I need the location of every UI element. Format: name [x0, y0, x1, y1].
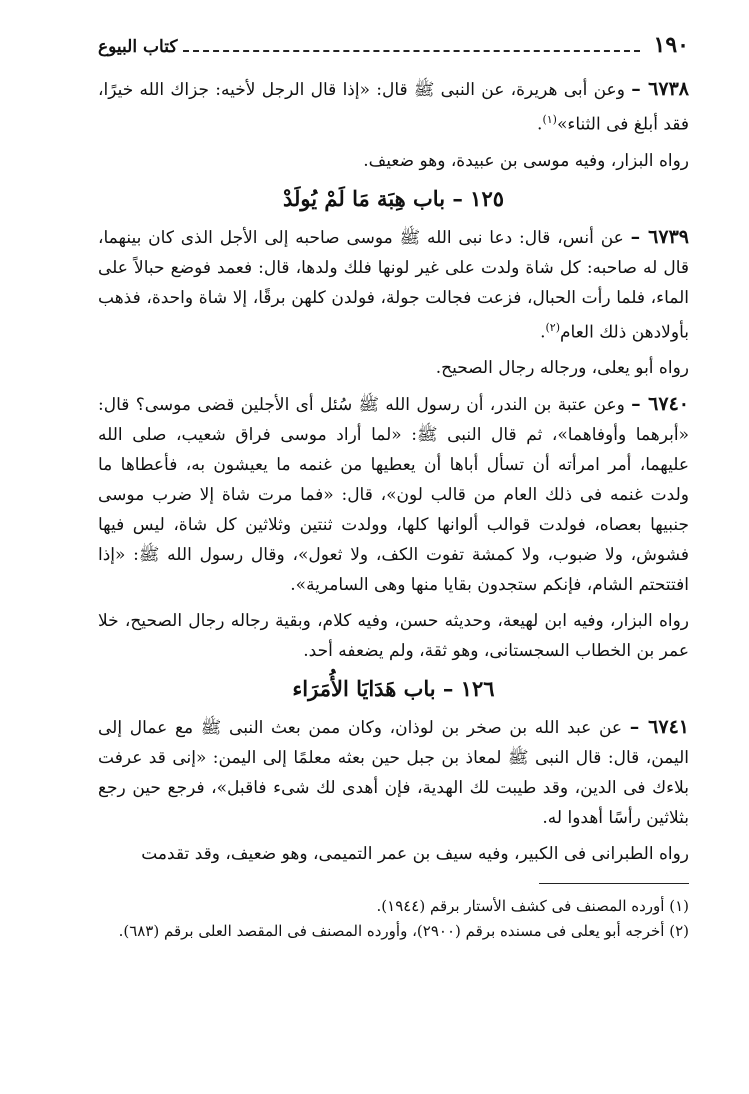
hadith-number: ٦٧٣٩ – — [630, 225, 689, 248]
source-note: رواه أبو يعلى، ورجاله رجال الصحيح. — [435, 358, 689, 379]
hadith-text: عن أنس، قال: دعا نبى الله ﷺ موسى صاحبه إلى الأجل الذى كان بينهما، قال له صاحبه: كل شاة ولدت على غير لونها فلك ولدها، قال: فعمد فوضع حبالاً على الماء، فلما رأت الحبال، فزعت فجالت جولة، فولدن كلهن برقًا، إلا شاة واحدة، فذهب بأولادهن ذلك العام — [98, 227, 689, 343]
hadith-6738: ٦٧٣٨ – وعن أبى هريرة، عن النبى ﷺ قال: «إذا قال الرجل لأخيه: جزاك الله خيرًا، فقد أبلغ فى الثناء»$^{(١)}$. — [98, 78, 689, 135]
footnote: (١) أورده المصنف فى كشف الأستار برقم (١٩٤٤). — [376, 897, 689, 916]
hadith-text: وعن أبى هريرة، عن النبى ﷺ قال: «إذا قال الرجل لأخيه: جزاك الله خيرًا، فقد أبلغ فى الثناء» — [98, 80, 689, 135]
page-number: ١٩٠ — [653, 32, 689, 58]
running-title: كتاب البيوع — [98, 37, 178, 57]
header-dashed-rule — [183, 50, 639, 52]
source-note: رواه البزار، وفيه ابن لهيعة، وحديثه حسن، وفيه كلام، وبقية رجاله رجال الصحيح، خلا عمر بن الخطاب السجستانى، وهو ثقة، ولم يضعفه أحد. — [98, 611, 689, 662]
hadith-text: عن عبد الله بن صخر بن لوذان، وكان ممن بعث النبى ﷺ مع عمال إلى اليمن، قال: قال النبى ﷺ لمعاذ بن جبل حين بعثه معلمًا إلى اليمن: «إنى قد عرفت بلاءك فى الدين، وقد طيبت لك الهدية، فإن أهدى لك شىء فاقبل»، فرجع حين رجع بثلاثين رأسًا أهدوا له. — [98, 718, 689, 829]
page-header — [98, 32, 689, 58]
source-note: رواه البزار، وفيه موسى بن عبيدة، وهو ضعيف. — [363, 150, 689, 171]
hadith-text: وعن عتبة بن الندر، أن رسول الله ﷺ سُئل أى الأجلين قضى موسى؟ قال: «أبرهما وأوفاهما»، ثم قال النبى ﷺ: «لما أراد موسى فراق شعيب، صلى الله عليهما، أمر امرأته أن تسأل أباها أن يعطيها من غنمه ما يعيشون به، فأعطاها ما ولدت غنمه فى ذلك العام من قالب لون»، قال: «فما مرت شاة إلا ضرب موسى جنبيها بعصاه، فولدت قوالب ألوانها كلها، وولدت ثنتين وثلاثين كل شاة، ليس فيها فشوش، ولا ضبوب، ولا كمشة تفوت الكف، ولا ثعول»، وقال رسول الله ﷺ: «إذا افتتحتم الشام، فإنكم ستجدون بقايا منها وهى السامرية». — [98, 395, 689, 596]
hadith-number: ٦٧٣٨ – — [631, 78, 689, 100]
hadith-6741 — [98, 712, 689, 833]
footnote-divider — [539, 883, 689, 884]
chapter-heading: ١٢٥ – باب هِبَة مَا لَمْ يُولَدْ — [282, 185, 505, 211]
footnote-ref: (١) — [542, 113, 557, 126]
hadith-number: ٦٧٤٠ – — [631, 393, 689, 416]
source-note: رواه الطبرانى فى الكبير، وفيه سيف بن عمر التميمى، وهو ضعيف، وقد تقدمت — [141, 844, 689, 865]
hadith-6740 — [98, 389, 689, 600]
chapter-heading: ١٢٦ – باب هَدَايَا الأُمَرَاء — [292, 676, 495, 702]
hadith-number: ٦٧٤١ – — [629, 716, 689, 739]
footnote: (٢) أخرجه أبو يعلى فى مسنده برقم (٢٩٠٠)، وأورده المصنف فى المقصد العلى برقم (٦٨٣). — [118, 922, 689, 941]
footnote-ref: (٢) — [545, 320, 560, 334]
hadith-6739: ٦٧٣٩ – عن أنس، قال: دعا نبى الله ﷺ موسى صاحبه إلى الأجل الذى كان بينهما، قال له صاحبه: كل شاة ولدت على غير لونها فلك ولدها، قال: فعمد فوضع حبالاً على الماء، فلما رأت الحبال، فزعت فجالت جولة، فولدن كلهن برقًا، إلا شاة واحدة، فذهب بأولادهن ذلك العام$^{(٢)}$. — [98, 225, 689, 343]
